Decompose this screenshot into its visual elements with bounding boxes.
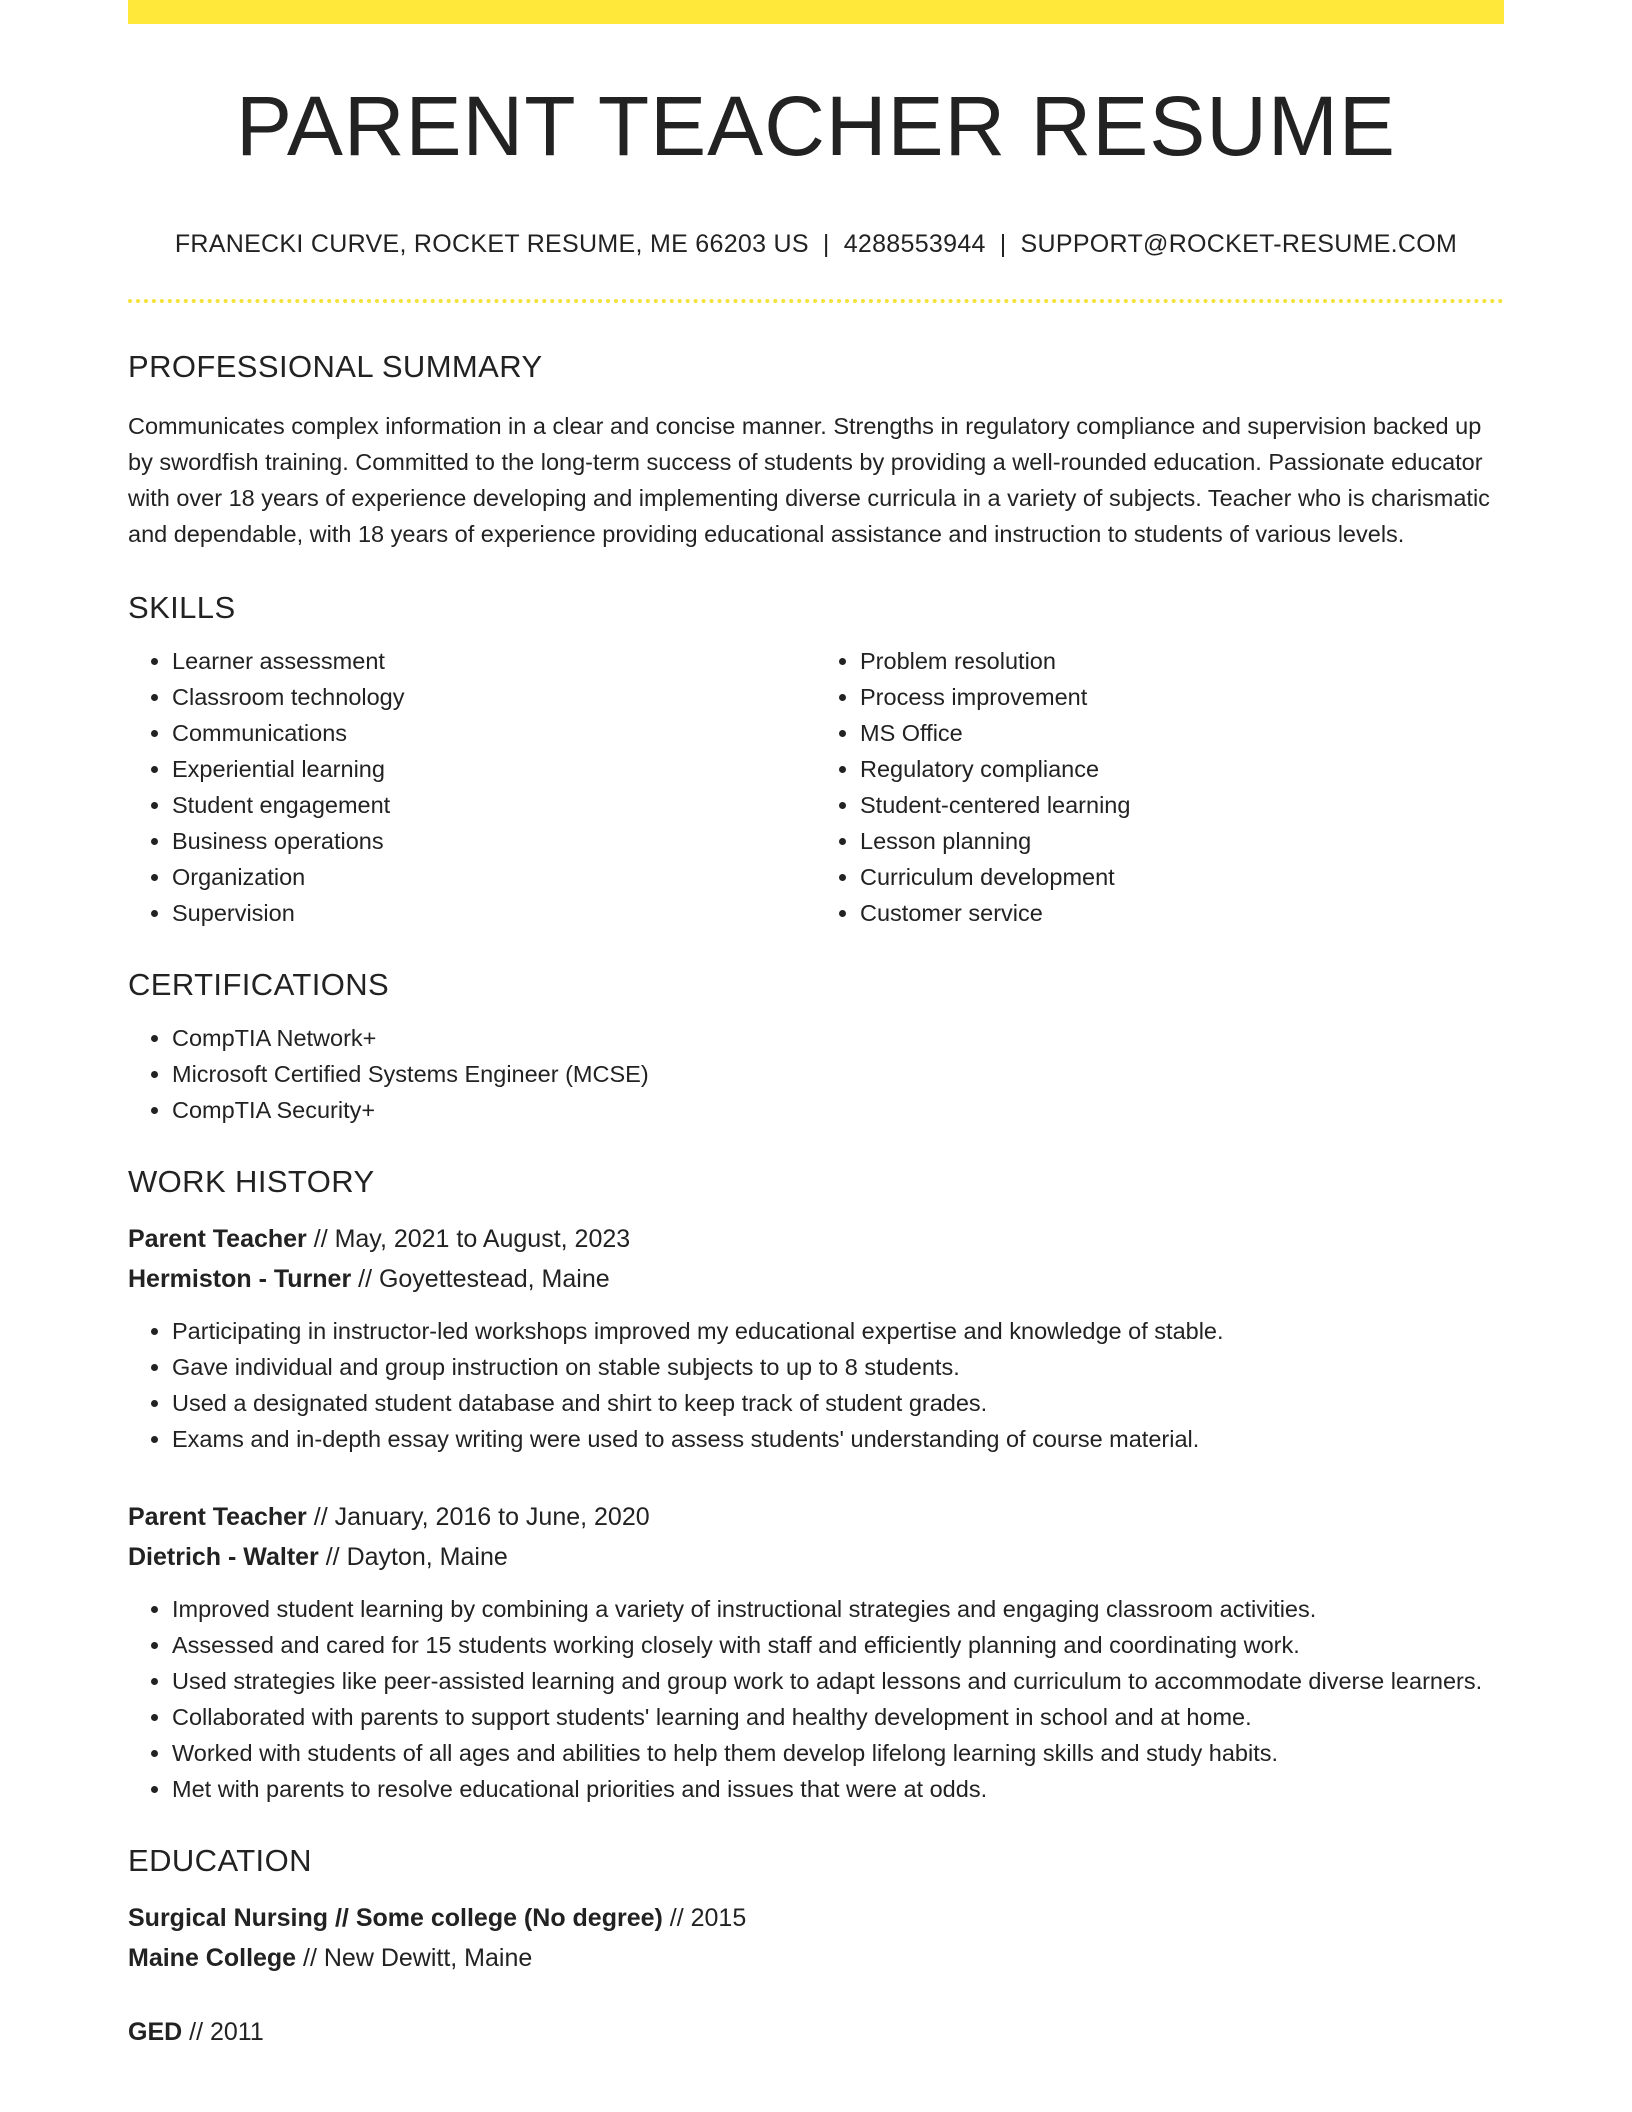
education-heading: EDUCATION xyxy=(128,1843,312,1878)
skill-item: • Learner assessment xyxy=(172,643,816,679)
education-location: // New Dewitt, Maine xyxy=(296,1944,533,1972)
contact-phone: 4288553944 xyxy=(843,230,986,258)
resume-page xyxy=(128,0,1504,2052)
skill-item: • MS Office xyxy=(860,715,1504,751)
education-degree: Surgical Nursing // Some college (No degree) xyxy=(128,1904,663,1932)
skill-item: • Organization xyxy=(172,859,816,895)
education-degree-line xyxy=(128,2012,1504,2052)
job-dates: // May, 2021 to August, 2023 xyxy=(306,1225,631,1253)
education-year: // 2015 xyxy=(662,1904,747,1932)
skill-item: • Business operations xyxy=(172,823,816,859)
skill-item: • Lesson planning xyxy=(860,823,1504,859)
job-bullet: • Worked with students of all ages and abilities to help them develop lifelong learning skills and study habits. xyxy=(172,1735,1504,1771)
education-school-line xyxy=(128,1938,1504,1978)
job-bullet: • Used strategies like peer-assisted learning and group work to adapt lessons and curriculum to accommodate diverse learners. xyxy=(172,1663,1504,1699)
skills-columns xyxy=(128,643,1504,931)
education-section xyxy=(128,1845,1504,2052)
contact-email: SUPPORT@ROCKET-RESUME.COM xyxy=(1020,230,1458,258)
skill-item: • Experiential learning xyxy=(172,751,816,787)
skills-heading: SKILLS xyxy=(128,590,236,625)
job-bullet: • Collaborated with parents to support students' learning and healthy development in school and at home. xyxy=(172,1699,1504,1735)
summary-section xyxy=(128,351,1504,552)
skills-section xyxy=(128,592,1504,931)
job-bullet: • Exams and in-depth essay writing were used to assess students' understanding of course material. xyxy=(172,1421,1504,1457)
skill-item: • Curriculum development xyxy=(860,859,1504,895)
job-bullets xyxy=(128,1313,1504,1457)
summary-text: Communicates complex information in a clear and concise manner. Strengths in regulatory compliance and supervision backed up by swordfish training. Committed to the long-term success of students by providing a well-rounded education. Passionate educator with over 18 years of experience developing and implementing diverse curricula in a variety of subjects. Teacher who is charismatic and dependable, with 18 years of experience providing educational assistance and instruction to students of various levels. xyxy=(128,413,1490,547)
skill-item: • Supervision xyxy=(172,895,816,931)
contact-address: FRANECKI CURVE, ROCKET RESUME, ME 66203 US xyxy=(174,230,809,258)
summary-heading: PROFESSIONAL SUMMARY xyxy=(128,349,543,384)
job-bullet: • Improved student learning by combining a variety of instructional strategies and engaging classroom activities. xyxy=(172,1591,1504,1627)
job-company-line xyxy=(128,1259,1504,1299)
contact-separator: | xyxy=(999,230,1007,258)
skill-item: • Process improvement xyxy=(860,679,1504,715)
job-title: Parent Teacher xyxy=(128,1503,307,1531)
education-school: Maine College xyxy=(128,1944,297,1972)
contact-separator: | xyxy=(822,230,830,258)
education-degree-line xyxy=(128,1898,1504,1938)
skills-right-list xyxy=(816,643,1504,931)
certification-item: • CompTIA Security+ xyxy=(172,1092,1504,1128)
skill-item: • Customer service xyxy=(860,895,1504,931)
job-title-line xyxy=(128,1497,1504,1537)
skill-item: • Student engagement xyxy=(172,787,816,823)
job-bullet: • Participating in instructor-led workshops improved my educational expertise and knowledge of stable. xyxy=(172,1313,1504,1349)
job-location: // Dayton, Maine xyxy=(318,1543,508,1571)
job-entry xyxy=(128,1219,1504,1457)
job-company-line xyxy=(128,1537,1504,1577)
resume-title: PARENT TEACHER RESUME xyxy=(236,79,1396,173)
job-bullet: • Met with parents to resolve educational priorities and issues that were at odds. xyxy=(172,1771,1504,1807)
skill-item: • Problem resolution xyxy=(860,643,1504,679)
skills-left-list xyxy=(128,643,816,931)
skill-item: • Communications xyxy=(172,715,816,751)
skill-item: • Regulatory compliance xyxy=(860,751,1504,787)
job-dates: // January, 2016 to June, 2020 xyxy=(306,1503,650,1531)
certifications-heading: CERTIFICATIONS xyxy=(128,967,390,1002)
education-entry xyxy=(128,2012,1504,2052)
education-year: // 2011 xyxy=(182,2018,264,2046)
job-title-line xyxy=(128,1219,1504,1259)
work-history-heading: WORK HISTORY xyxy=(128,1164,375,1199)
job-bullet: • Gave individual and group instruction on stable subjects to up to 8 students. xyxy=(172,1349,1504,1385)
dotted-divider xyxy=(128,299,1504,303)
work-history-section xyxy=(128,1166,1504,1807)
job-bullet: • Assessed and cared for 15 students working closely with staff and efficiently planning and coordinating work. xyxy=(172,1627,1504,1663)
job-location: // Goyettestead, Maine xyxy=(351,1265,610,1293)
education-entry xyxy=(128,1898,1504,1978)
accent-top-bar xyxy=(128,0,1504,24)
certification-item: • Microsoft Certified Systems Engineer (MCSE) xyxy=(172,1056,1504,1092)
job-bullets xyxy=(128,1591,1504,1807)
certifications-list xyxy=(128,1020,1504,1128)
job-company: Dietrich - Walter xyxy=(128,1543,319,1571)
certifications-section xyxy=(128,969,1504,1128)
certification-item: • CompTIA Network+ xyxy=(172,1020,1504,1056)
skill-item: • Student-centered learning xyxy=(860,787,1504,823)
job-entry xyxy=(128,1497,1504,1807)
job-company: Hermiston - Turner xyxy=(128,1265,352,1293)
job-bullet: • Used a designated student database and shirt to keep track of student grades. xyxy=(172,1385,1504,1421)
skill-item: • Classroom technology xyxy=(172,679,816,715)
contact-line xyxy=(128,230,1504,259)
job-title: Parent Teacher xyxy=(128,1225,307,1253)
education-degree: GED xyxy=(128,2018,183,2046)
